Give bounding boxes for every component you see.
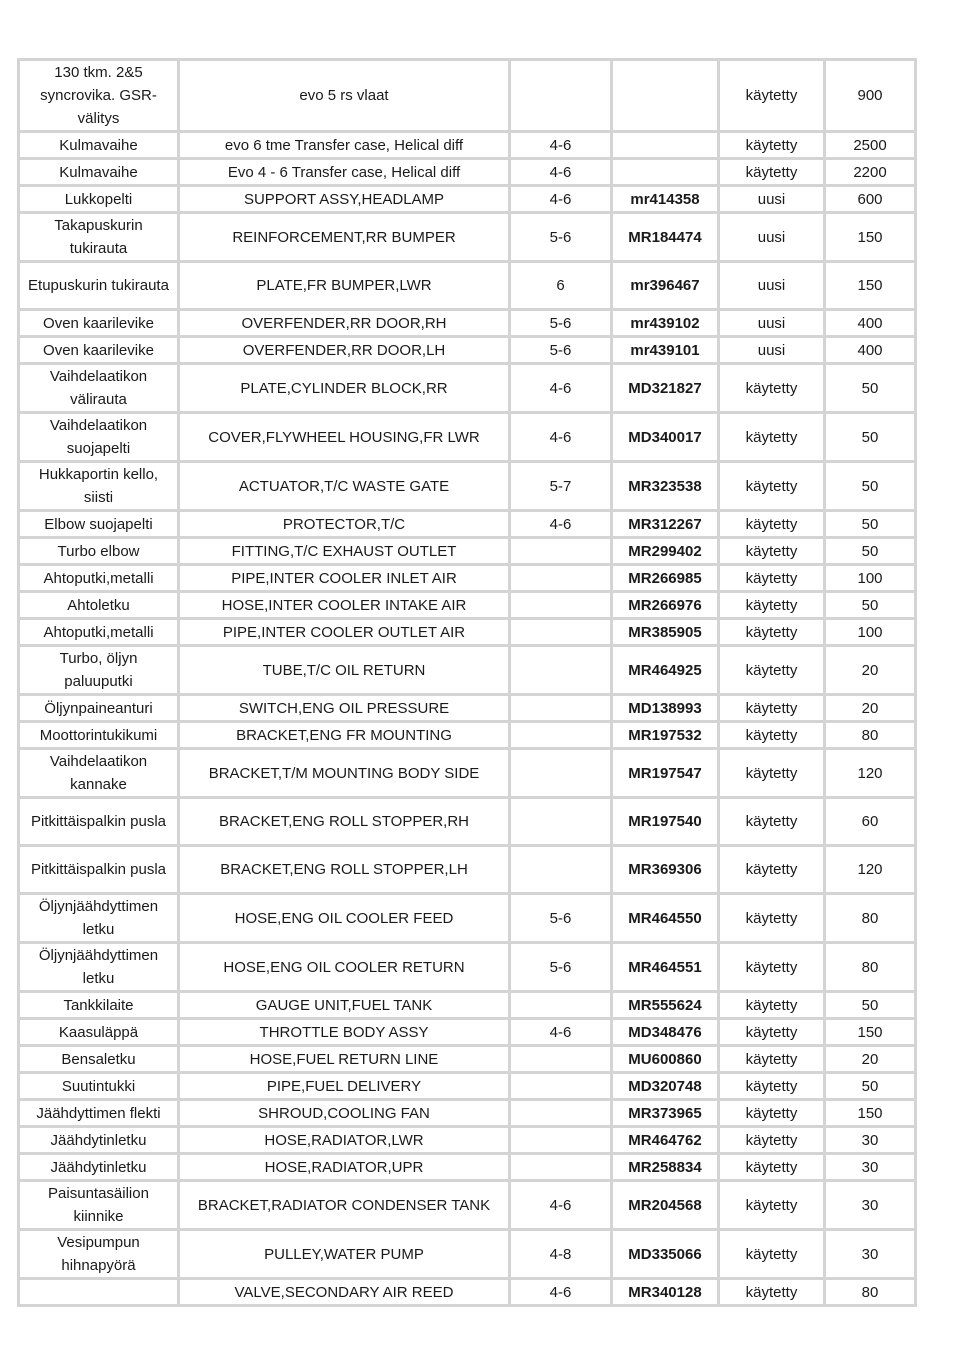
model-range-cell xyxy=(510,1127,612,1154)
table-row xyxy=(19,159,916,186)
part-number-cell: MR555624 xyxy=(612,992,719,1019)
condition-cell: käytetty xyxy=(719,1279,825,1306)
table-row xyxy=(19,1019,916,1046)
model-range-cell xyxy=(510,646,612,695)
model-range-cell: 4-6 xyxy=(510,186,612,213)
part-description-cell: BRACKET,RADIATOR CONDENSER TANK xyxy=(179,1181,510,1230)
part-description-cell: COVER,FLYWHEEL HOUSING,FR LWR xyxy=(179,413,510,462)
table-row xyxy=(19,132,916,159)
condition-cell: käytetty xyxy=(719,846,825,894)
part-name-cell: Öljynjäähdyttimen letku xyxy=(19,894,179,943)
part-description-cell: HOSE,RADIATOR,LWR xyxy=(179,1127,510,1154)
part-description-cell: evo 5 rs vlaat xyxy=(179,60,510,132)
part-description-cell: ACTUATOR,T/C WASTE GATE xyxy=(179,462,510,511)
part-name-cell: Pitkittäispalkin pusla xyxy=(19,798,179,846)
part-description-cell: BRACKET,ENG ROLL STOPPER,LH xyxy=(179,846,510,894)
model-range-cell xyxy=(510,565,612,592)
table-row xyxy=(19,462,916,511)
table-row xyxy=(19,60,916,132)
part-description-cell: BRACKET,ENG ROLL STOPPER,RH xyxy=(179,798,510,846)
part-name-cell: Kulmavaihe xyxy=(19,132,179,159)
price-cell: 50 xyxy=(825,1073,916,1100)
part-description-cell: HOSE,ENG OIL COOLER RETURN xyxy=(179,943,510,992)
condition-cell: käytetty xyxy=(719,565,825,592)
model-range-cell: 4-6 xyxy=(510,413,612,462)
table-row xyxy=(19,364,916,413)
part-number-cell: MR464925 xyxy=(612,646,719,695)
part-description-cell: HOSE,FUEL RETURN LINE xyxy=(179,1046,510,1073)
table-row xyxy=(19,992,916,1019)
part-name-cell xyxy=(19,1279,179,1306)
price-cell: 30 xyxy=(825,1230,916,1279)
model-range-cell xyxy=(510,1100,612,1127)
price-cell: 400 xyxy=(825,310,916,337)
part-number-cell xyxy=(612,132,719,159)
part-name-cell: Jäähdytinletku xyxy=(19,1154,179,1181)
model-range-cell: 4-8 xyxy=(510,1230,612,1279)
table-row xyxy=(19,1127,916,1154)
part-description-cell: BRACKET,ENG FR MOUNTING xyxy=(179,722,510,749)
part-number-cell: MD335066 xyxy=(612,1230,719,1279)
price-cell: 20 xyxy=(825,646,916,695)
part-description-cell: BRACKET,T/M MOUNTING BODY SIDE xyxy=(179,749,510,798)
model-range-cell xyxy=(510,1046,612,1073)
table-row xyxy=(19,798,916,846)
part-number-cell: MR197540 xyxy=(612,798,719,846)
model-range-cell xyxy=(510,695,612,722)
model-range-cell: 4-6 xyxy=(510,364,612,413)
part-number-cell: MR204568 xyxy=(612,1181,719,1230)
table-row xyxy=(19,538,916,565)
part-number-cell: MR312267 xyxy=(612,511,719,538)
part-description-cell: Evo 4 - 6 Transfer case, Helical diff xyxy=(179,159,510,186)
parts-table xyxy=(17,58,917,1307)
model-range-cell xyxy=(510,992,612,1019)
price-cell: 50 xyxy=(825,364,916,413)
part-name-cell: Moottorintukikumi xyxy=(19,722,179,749)
part-name-cell: Vaihdelaatikon kannake xyxy=(19,749,179,798)
model-range-cell: 4-6 xyxy=(510,159,612,186)
condition-cell: käytetty xyxy=(719,992,825,1019)
part-number-cell: MR464551 xyxy=(612,943,719,992)
condition-cell: käytetty xyxy=(719,1127,825,1154)
part-description-cell: HOSE,INTER COOLER INTAKE AIR xyxy=(179,592,510,619)
price-cell: 80 xyxy=(825,894,916,943)
price-cell: 400 xyxy=(825,337,916,364)
condition-cell: uusi xyxy=(719,213,825,262)
part-description-cell: OVERFENDER,RR DOOR,RH xyxy=(179,310,510,337)
part-number-cell: MR323538 xyxy=(612,462,719,511)
table-row xyxy=(19,262,916,310)
condition-cell: käytetty xyxy=(719,462,825,511)
table-row xyxy=(19,943,916,992)
part-number-cell: MD340017 xyxy=(612,413,719,462)
table-row xyxy=(19,1073,916,1100)
part-description-cell: THROTTLE BODY ASSY xyxy=(179,1019,510,1046)
model-range-cell xyxy=(510,1154,612,1181)
price-cell: 120 xyxy=(825,749,916,798)
price-cell: 2500 xyxy=(825,132,916,159)
condition-cell: käytetty xyxy=(719,722,825,749)
part-description-cell: FITTING,T/C EXHAUST OUTLET xyxy=(179,538,510,565)
price-cell: 20 xyxy=(825,695,916,722)
part-number-cell: MR385905 xyxy=(612,619,719,646)
part-description-cell: OVERFENDER,RR DOOR,LH xyxy=(179,337,510,364)
part-description-cell: TUBE,T/C OIL RETURN xyxy=(179,646,510,695)
price-cell: 150 xyxy=(825,213,916,262)
price-cell: 900 xyxy=(825,60,916,132)
part-name-cell: Pitkittäispalkin pusla xyxy=(19,846,179,894)
part-name-cell: Vaihdelaatikon suojapelti xyxy=(19,413,179,462)
table-row xyxy=(19,413,916,462)
part-name-cell: Oven kaarilevike xyxy=(19,337,179,364)
condition-cell: käytetty xyxy=(719,1073,825,1100)
price-cell: 600 xyxy=(825,186,916,213)
condition-cell: käytetty xyxy=(719,538,825,565)
price-cell: 80 xyxy=(825,1279,916,1306)
price-cell: 30 xyxy=(825,1154,916,1181)
model-range-cell xyxy=(510,1073,612,1100)
part-description-cell: evo 6 tme Transfer case, Helical diff xyxy=(179,132,510,159)
table-row xyxy=(19,565,916,592)
part-name-cell: Turbo elbow xyxy=(19,538,179,565)
part-name-cell: Jäähdytinletku xyxy=(19,1127,179,1154)
condition-cell: uusi xyxy=(719,310,825,337)
table-row xyxy=(19,511,916,538)
price-cell: 80 xyxy=(825,943,916,992)
part-description-cell: GAUGE UNIT,FUEL TANK xyxy=(179,992,510,1019)
part-number-cell: MR197547 xyxy=(612,749,719,798)
condition-cell: käytetty xyxy=(719,1100,825,1127)
part-name-cell: Öljynjäähdyttimen letku xyxy=(19,943,179,992)
price-cell: 30 xyxy=(825,1127,916,1154)
part-description-cell: PULLEY,WATER PUMP xyxy=(179,1230,510,1279)
price-cell: 50 xyxy=(825,413,916,462)
price-cell: 50 xyxy=(825,511,916,538)
table-row xyxy=(19,894,916,943)
part-number-cell: MR340128 xyxy=(612,1279,719,1306)
part-number-cell: MR184474 xyxy=(612,213,719,262)
parts-table-body xyxy=(19,60,916,1306)
part-name-cell: Paisuntasäilion kiinnike xyxy=(19,1181,179,1230)
table-row xyxy=(19,310,916,337)
part-description-cell: PLATE,CYLINDER BLOCK,RR xyxy=(179,364,510,413)
part-name-cell: Suutintukki xyxy=(19,1073,179,1100)
model-range-cell: 4-6 xyxy=(510,1181,612,1230)
table-row xyxy=(19,1181,916,1230)
part-number-cell xyxy=(612,159,719,186)
table-row xyxy=(19,186,916,213)
part-number-cell: MR373965 xyxy=(612,1100,719,1127)
part-description-cell: PIPE,FUEL DELIVERY xyxy=(179,1073,510,1100)
price-cell: 100 xyxy=(825,619,916,646)
part-number-cell: mr396467 xyxy=(612,262,719,310)
table-row xyxy=(19,213,916,262)
price-cell: 60 xyxy=(825,798,916,846)
condition-cell: käytetty xyxy=(719,943,825,992)
model-range-cell: 5-6 xyxy=(510,310,612,337)
part-number-cell: MR369306 xyxy=(612,846,719,894)
part-number-cell: MU600860 xyxy=(612,1046,719,1073)
part-number-cell: MR266985 xyxy=(612,565,719,592)
table-row xyxy=(19,619,916,646)
part-name-cell: Ahtoputki,metalli xyxy=(19,619,179,646)
part-number-cell: MR266976 xyxy=(612,592,719,619)
condition-cell: käytetty xyxy=(719,159,825,186)
price-cell: 50 xyxy=(825,592,916,619)
part-number-cell: MD321827 xyxy=(612,364,719,413)
part-name-cell: 130 tkm. 2&5 syncrovika. GSR-välitys xyxy=(19,60,179,132)
price-cell: 50 xyxy=(825,538,916,565)
table-row xyxy=(19,646,916,695)
condition-cell: uusi xyxy=(719,186,825,213)
condition-cell: käytetty xyxy=(719,1181,825,1230)
price-cell: 20 xyxy=(825,1046,916,1073)
part-name-cell: Jäähdyttimen flekti xyxy=(19,1100,179,1127)
part-name-cell: Ahtoputki,metalli xyxy=(19,565,179,592)
condition-cell: käytetty xyxy=(719,1154,825,1181)
part-number-cell: MR197532 xyxy=(612,722,719,749)
table-row xyxy=(19,722,916,749)
condition-cell: uusi xyxy=(719,262,825,310)
part-description-cell: VALVE,SECONDARY AIR REED xyxy=(179,1279,510,1306)
part-description-cell: HOSE,ENG OIL COOLER FEED xyxy=(179,894,510,943)
table-row xyxy=(19,1279,916,1306)
part-number-cell xyxy=(612,60,719,132)
model-range-cell: 5-6 xyxy=(510,337,612,364)
model-range-cell xyxy=(510,749,612,798)
part-name-cell: Kaasuläppä xyxy=(19,1019,179,1046)
part-description-cell: PLATE,FR BUMPER,LWR xyxy=(179,262,510,310)
model-range-cell: 5-6 xyxy=(510,943,612,992)
table-row xyxy=(19,749,916,798)
part-number-cell: MD138993 xyxy=(612,695,719,722)
part-number-cell: mr439101 xyxy=(612,337,719,364)
part-number-cell: MD320748 xyxy=(612,1073,719,1100)
part-name-cell: Hukkaportin kello, siisti xyxy=(19,462,179,511)
model-range-cell: 5-6 xyxy=(510,894,612,943)
price-cell: 120 xyxy=(825,846,916,894)
part-number-cell: mr439102 xyxy=(612,310,719,337)
part-name-cell: Tankkilaite xyxy=(19,992,179,1019)
table-row xyxy=(19,1230,916,1279)
condition-cell: käytetty xyxy=(719,1046,825,1073)
condition-cell: käytetty xyxy=(719,364,825,413)
part-name-cell: Ahtoletku xyxy=(19,592,179,619)
condition-cell: käytetty xyxy=(719,894,825,943)
table-row xyxy=(19,1046,916,1073)
price-cell: 50 xyxy=(825,462,916,511)
table-row xyxy=(19,695,916,722)
price-cell: 2200 xyxy=(825,159,916,186)
part-name-cell: Vaihdelaatikon välirauta xyxy=(19,364,179,413)
part-number-cell: MR258834 xyxy=(612,1154,719,1181)
condition-cell: käytetty xyxy=(719,646,825,695)
model-range-cell: 4-6 xyxy=(510,132,612,159)
price-cell: 150 xyxy=(825,1019,916,1046)
condition-cell: käytetty xyxy=(719,60,825,132)
model-range-cell: 5-6 xyxy=(510,213,612,262)
condition-cell: käytetty xyxy=(719,1230,825,1279)
condition-cell: käytetty xyxy=(719,749,825,798)
part-number-cell: MD348476 xyxy=(612,1019,719,1046)
part-name-cell: Elbow suojapelti xyxy=(19,511,179,538)
part-number-cell: MR464550 xyxy=(612,894,719,943)
model-range-cell xyxy=(510,846,612,894)
model-range-cell: 4-6 xyxy=(510,1019,612,1046)
price-cell: 30 xyxy=(825,1181,916,1230)
part-name-cell: Öljynpaineanturi xyxy=(19,695,179,722)
model-range-cell: 4-6 xyxy=(510,1279,612,1306)
condition-cell: käytetty xyxy=(719,695,825,722)
price-cell: 150 xyxy=(825,1100,916,1127)
part-number-cell: MR464762 xyxy=(612,1127,719,1154)
model-range-cell xyxy=(510,619,612,646)
price-cell: 150 xyxy=(825,262,916,310)
part-name-cell: Lukkopelti xyxy=(19,186,179,213)
part-name-cell: Turbo, öljyn paluuputki xyxy=(19,646,179,695)
part-description-cell: SHROUD,COOLING FAN xyxy=(179,1100,510,1127)
part-number-cell: MR299402 xyxy=(612,538,719,565)
condition-cell: käytetty xyxy=(719,1019,825,1046)
part-name-cell: Etupuskurin tukirauta xyxy=(19,262,179,310)
part-name-cell: Vesipumpun hihnapyörä xyxy=(19,1230,179,1279)
part-name-cell: Bensaletku xyxy=(19,1046,179,1073)
part-description-cell: REINFORCEMENT,RR BUMPER xyxy=(179,213,510,262)
condition-cell: käytetty xyxy=(719,798,825,846)
model-range-cell: 5-7 xyxy=(510,462,612,511)
price-cell: 50 xyxy=(825,992,916,1019)
part-description-cell: HOSE,RADIATOR,UPR xyxy=(179,1154,510,1181)
model-range-cell xyxy=(510,722,612,749)
price-cell: 100 xyxy=(825,565,916,592)
part-description-cell: SUPPORT ASSY,HEADLAMP xyxy=(179,186,510,213)
model-range-cell xyxy=(510,592,612,619)
condition-cell: käytetty xyxy=(719,413,825,462)
part-name-cell: Takapuskurin tukirauta xyxy=(19,213,179,262)
model-range-cell: 4-6 xyxy=(510,511,612,538)
table-row xyxy=(19,1154,916,1181)
part-description-cell: PROTECTOR,T/C xyxy=(179,511,510,538)
table-row xyxy=(19,1100,916,1127)
part-name-cell: Kulmavaihe xyxy=(19,159,179,186)
part-description-cell: SWITCH,ENG OIL PRESSURE xyxy=(179,695,510,722)
table-row xyxy=(19,337,916,364)
part-description-cell: PIPE,INTER COOLER INLET AIR xyxy=(179,565,510,592)
model-range-cell: 6 xyxy=(510,262,612,310)
part-number-cell: mr414358 xyxy=(612,186,719,213)
part-description-cell: PIPE,INTER COOLER OUTLET AIR xyxy=(179,619,510,646)
condition-cell: uusi xyxy=(719,337,825,364)
table-row xyxy=(19,846,916,894)
part-name-cell: Oven kaarilevike xyxy=(19,310,179,337)
condition-cell: käytetty xyxy=(719,619,825,646)
table-row xyxy=(19,592,916,619)
condition-cell: käytetty xyxy=(719,592,825,619)
model-range-cell xyxy=(510,798,612,846)
price-cell: 80 xyxy=(825,722,916,749)
condition-cell: käytetty xyxy=(719,511,825,538)
model-range-cell xyxy=(510,60,612,132)
model-range-cell xyxy=(510,538,612,565)
condition-cell: käytetty xyxy=(719,132,825,159)
